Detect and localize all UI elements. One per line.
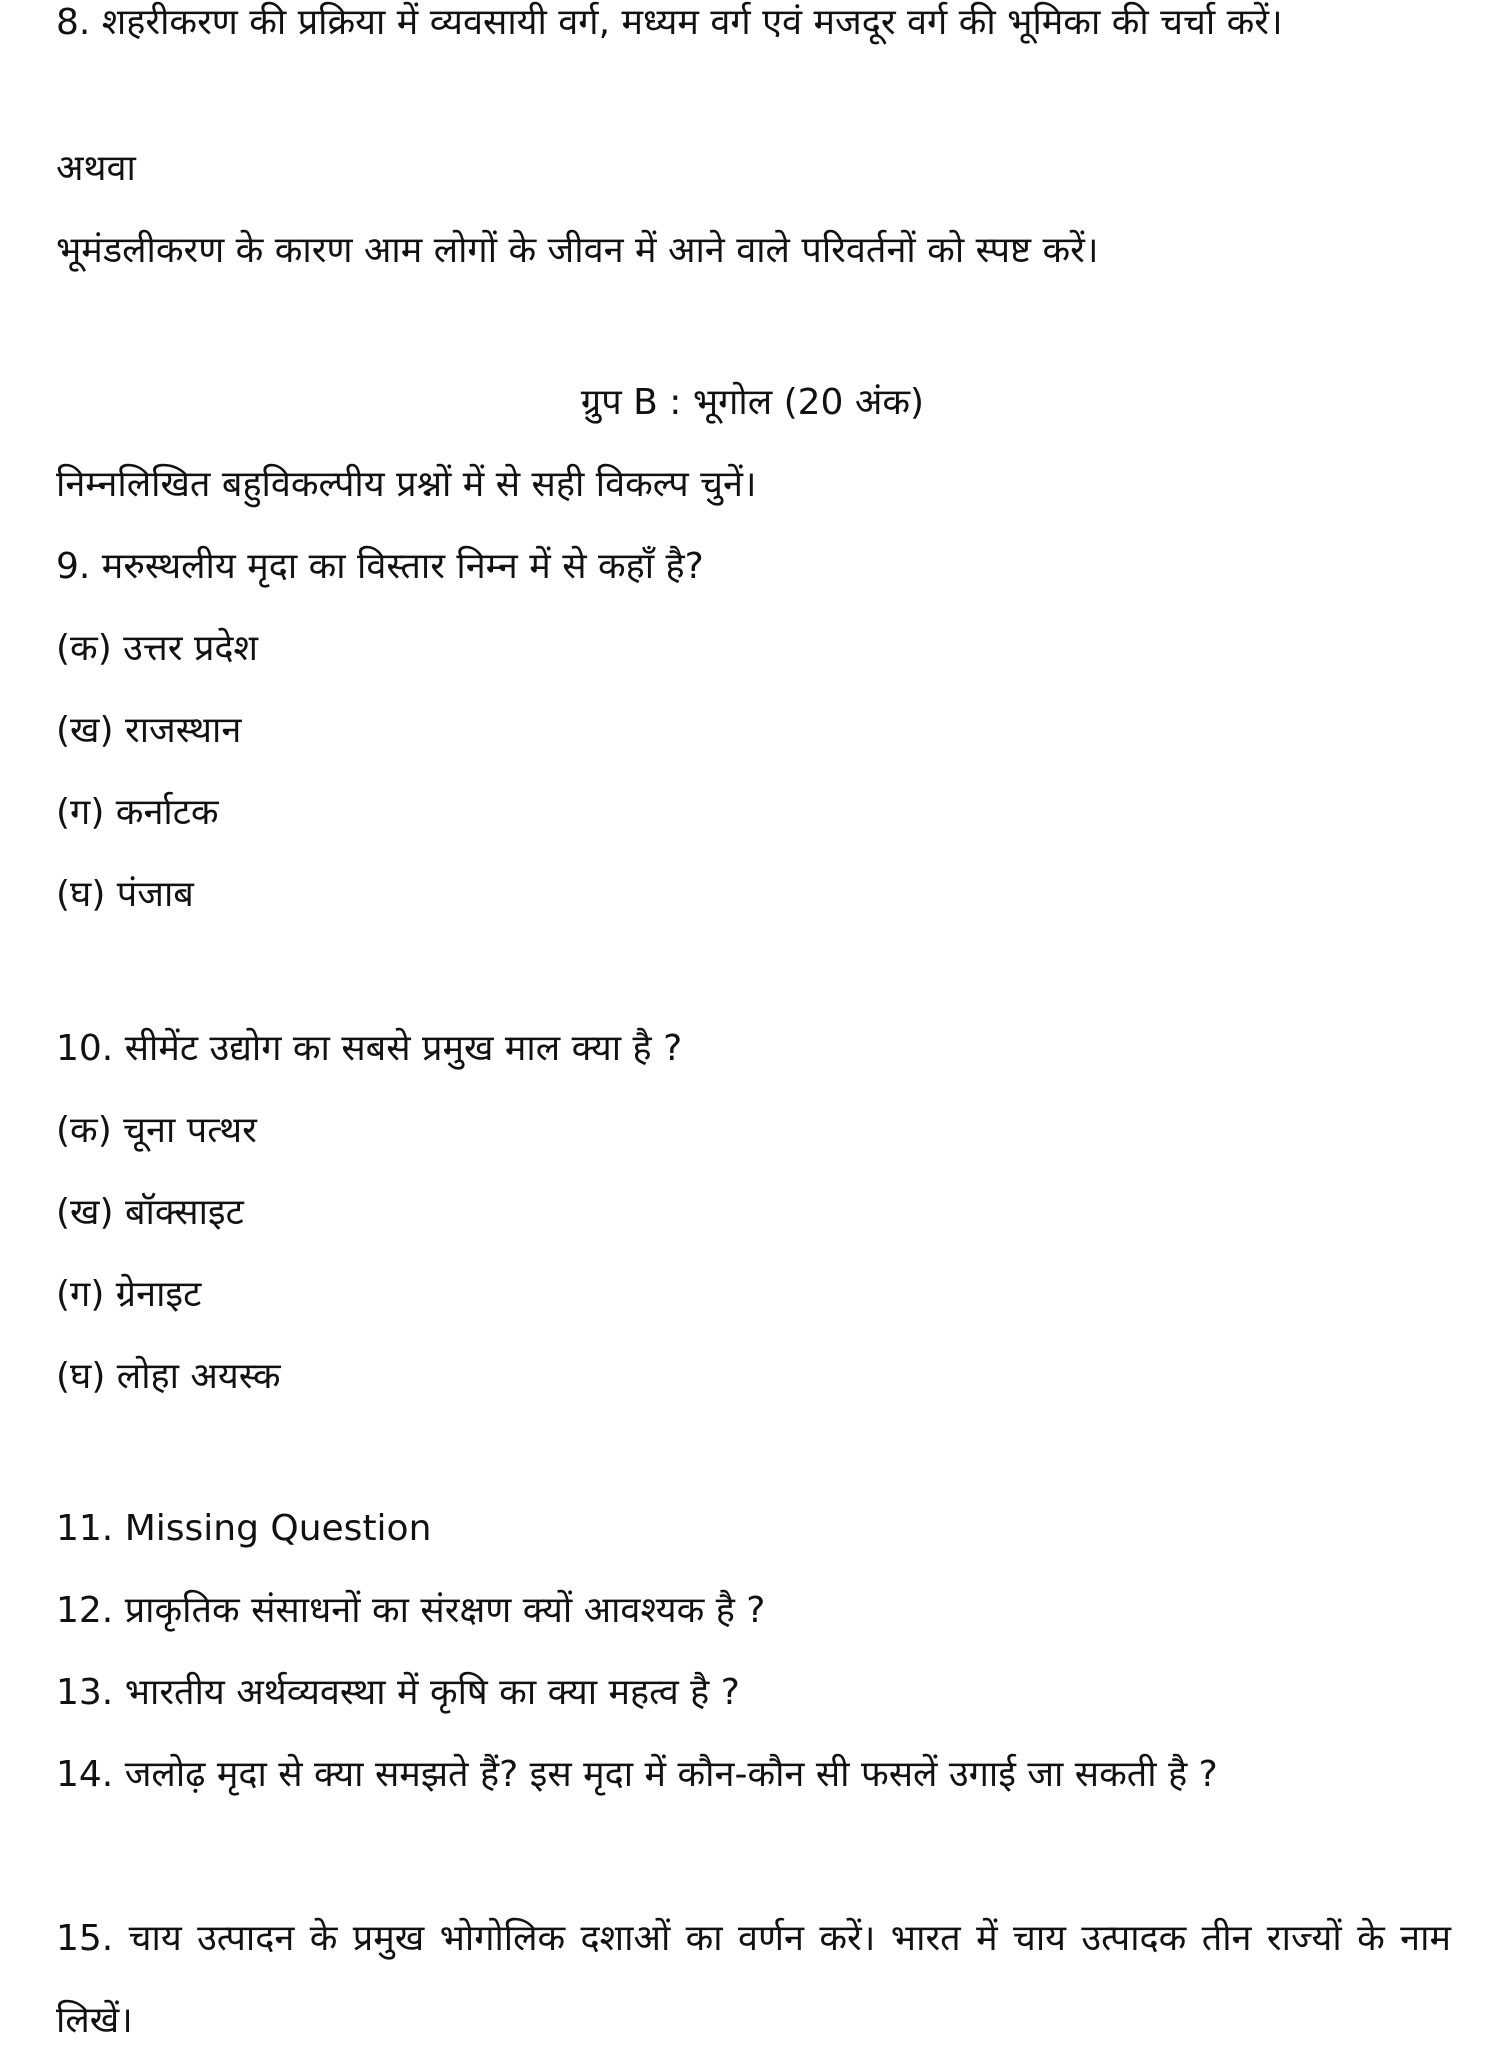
or-separator: अथवा (56, 148, 136, 189)
question-10-text: 10. सीमेंट उद्योग का सबसे प्रमुख माल क्या है ? (56, 1028, 683, 1069)
question-9-text: 9. मरुस्थलीय मृदा का विस्तार निम्न में से कहाँ है? (56, 546, 704, 587)
question-8-alternative: भूमंडलीकरण के कारण आम लोगों के जीवन में आने वाले परिवर्तनों को स्पष्ट करें। (56, 230, 1099, 271)
question-10-option-a: (क) चूना पत्थर (56, 1110, 257, 1151)
mcq-instruction: निम्नलिखित बहुविकल्पीय प्रश्नों में से सही विकल्प चुनें। (56, 464, 757, 505)
question-10-option-c: (ग) ग्रेनाइट (56, 1274, 202, 1315)
question-9-option-a: (क) उत्तर प्रदेश (56, 628, 259, 669)
question-10-option-b: (ख) बॉक्साइट (56, 1192, 244, 1233)
question-10-option-d: (घ) लोहा अयस्क (56, 1356, 281, 1397)
question-9-option-d: (घ) पंजाब (56, 874, 194, 915)
question-15: 15. चाय उत्पादन के प्रमुख भोगोलिक दशाओं का वर्णन करें। भारत में चाय उत्पादक तीन राज्यों के नाम लिखें। (56, 1918, 1451, 2041)
question-9-option-c: (ग) कर्नाटक (56, 792, 219, 833)
question-8-text: 8. शहरीकरण की प्रक्रिया में व्यवसायी वर्ग, मध्यम वर्ग एवं मजदूर वर्ग की भूमिका की चर्चा करें। (56, 2, 1283, 43)
question-13: 13. भारतीय अर्थव्यवस्था में कृषि का क्या महत्व है ? (56, 1672, 740, 1713)
group-b-heading: ग्रुप B : भूगोल (20 अंक) (580, 382, 925, 423)
question-12: 12. प्राकृतिक संसाधनों का संरक्षण क्यों आवश्यक है ? (56, 1590, 766, 1631)
question-14: 14. जलोढ़ मृदा से क्या समझते हैं? इस मृदा में कौन-कौन सी फसलें उगाई जा सकती है ? (56, 1754, 1218, 1795)
question-9-option-b: (ख) राजस्थान (56, 710, 242, 751)
question-11: 11. Missing Question (56, 1508, 432, 1549)
